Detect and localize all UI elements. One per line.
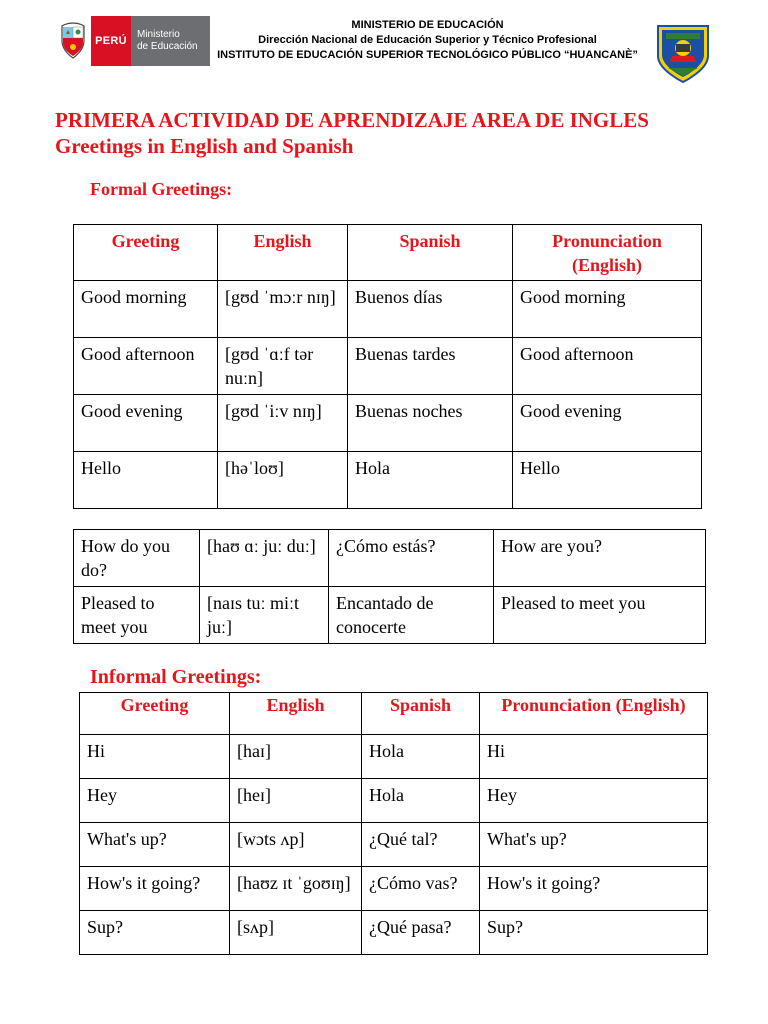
column-header: Greeting <box>74 225 218 281</box>
table-cell: Hola <box>362 735 480 779</box>
table-row <box>74 338 702 395</box>
informal-greetings-heading: Informal Greetings: <box>90 666 262 688</box>
table-cell: How are you? <box>494 530 706 587</box>
table-cell: Sup? <box>480 911 708 955</box>
table-cell: Hola <box>348 452 513 509</box>
column-header: Pronunciation (English) <box>480 693 708 735</box>
table-cell: ¿Cómo vas? <box>362 867 480 911</box>
table-cell: Good afternoon <box>74 338 218 395</box>
table-cell: Buenos días <box>348 281 513 338</box>
table-cell: Hey <box>80 779 230 823</box>
table-cell: [gʊd ˈmɔːr nɪŋ] <box>218 281 348 338</box>
table-cell: Good evening <box>74 395 218 452</box>
document-header <box>0 0 768 90</box>
table-cell: How do you do? <box>74 530 200 587</box>
formal-greetings-table <box>73 224 702 509</box>
table-row <box>74 530 706 587</box>
table-cell: [haʊz ɪt ˈgoʊɪŋ] <box>230 867 362 911</box>
peru-shield-icon <box>55 16 91 66</box>
table-cell: ¿Cómo estás? <box>329 530 494 587</box>
table-header-row <box>74 225 702 281</box>
peru-label: PERÚ <box>91 16 131 66</box>
table-cell: What's up? <box>80 823 230 867</box>
table-cell: [haʊ ɑː juː duː] <box>200 530 329 587</box>
table-row <box>80 735 708 779</box>
table-cell: Hey <box>480 779 708 823</box>
table-cell: Hola <box>362 779 480 823</box>
table-cell: Good morning <box>513 281 702 338</box>
table-cell: Hello <box>513 452 702 509</box>
table-row <box>80 911 708 955</box>
table-cell: ¿Qué pasa? <box>362 911 480 955</box>
column-header: English <box>230 693 362 735</box>
table-cell: Good afternoon <box>513 338 702 395</box>
table-row <box>74 395 702 452</box>
table-cell: Hi <box>480 735 708 779</box>
header-line-3: INSTITUTO DE EDUCACIÓN SUPERIOR TECNOLÓGICO PÚBLICO “HUANCANÈ” <box>217 49 638 61</box>
table-header-row <box>80 693 708 735</box>
table-cell: Buenas noches <box>348 395 513 452</box>
table-row <box>80 779 708 823</box>
table-cell: Good evening <box>513 395 702 452</box>
ministerio-line-1: Ministerio <box>137 29 180 40</box>
table-cell: [gʊd ˈɑːf tər nuːn] <box>218 338 348 395</box>
table-cell: [həˈloʊ] <box>218 452 348 509</box>
table-cell: Encantado de conocerte <box>329 587 494 644</box>
table-cell: [heɪ] <box>230 779 362 823</box>
table-cell: Buenas tardes <box>348 338 513 395</box>
table-cell: Good morning <box>74 281 218 338</box>
header-line-1: MINISTERIO DE EDUCACIÓN <box>351 19 504 31</box>
table-cell: [haɪ] <box>230 735 362 779</box>
table-cell: [naɪs tuː miːt juː] <box>200 587 329 644</box>
header-text <box>215 18 640 63</box>
table-cell: [gʊd ˈiːv nɪŋ] <box>218 395 348 452</box>
table-row <box>80 823 708 867</box>
column-header: Greeting <box>80 693 230 735</box>
ministerio-logo <box>55 16 210 66</box>
table-cell: ¿Qué tal? <box>362 823 480 867</box>
table-row <box>80 867 708 911</box>
column-header: English <box>218 225 348 281</box>
table-cell: Pleased to meet you <box>494 587 706 644</box>
table-cell: [sʌp] <box>230 911 362 955</box>
table-cell: How's it going? <box>480 867 708 911</box>
table-cell: Pleased to meet you <box>74 587 200 644</box>
table-cell: How's it going? <box>80 867 230 911</box>
formal-greetings-heading: Formal Greetings: <box>90 179 233 199</box>
header-line-2: Dirección Nacional de Educación Superior y Técnico Profesional <box>258 34 597 46</box>
table-cell: What's up? <box>480 823 708 867</box>
informal-greetings-table <box>79 692 708 955</box>
column-header: Spanish <box>348 225 513 281</box>
activity-subtitle: Greetings in English and Spanish <box>55 134 354 158</box>
table-row <box>74 281 702 338</box>
table-cell: Hi <box>80 735 230 779</box>
column-header: Pronunciation (English) <box>513 225 702 281</box>
table-row <box>74 452 702 509</box>
formal-phrases-table <box>73 529 706 644</box>
table-cell: Hello <box>74 452 218 509</box>
activity-title: PRIMERA ACTIVIDAD DE APRENDIZAJE AREA DE INGLES <box>55 108 649 132</box>
table-row <box>74 587 706 644</box>
institute-emblem-icon <box>652 22 714 84</box>
ministerio-label <box>131 16 210 66</box>
table-cell: Sup? <box>80 911 230 955</box>
table-cell: [wɔts ʌp] <box>230 823 362 867</box>
column-header: Spanish <box>362 693 480 735</box>
ministerio-line-2: de Educación <box>137 41 198 52</box>
